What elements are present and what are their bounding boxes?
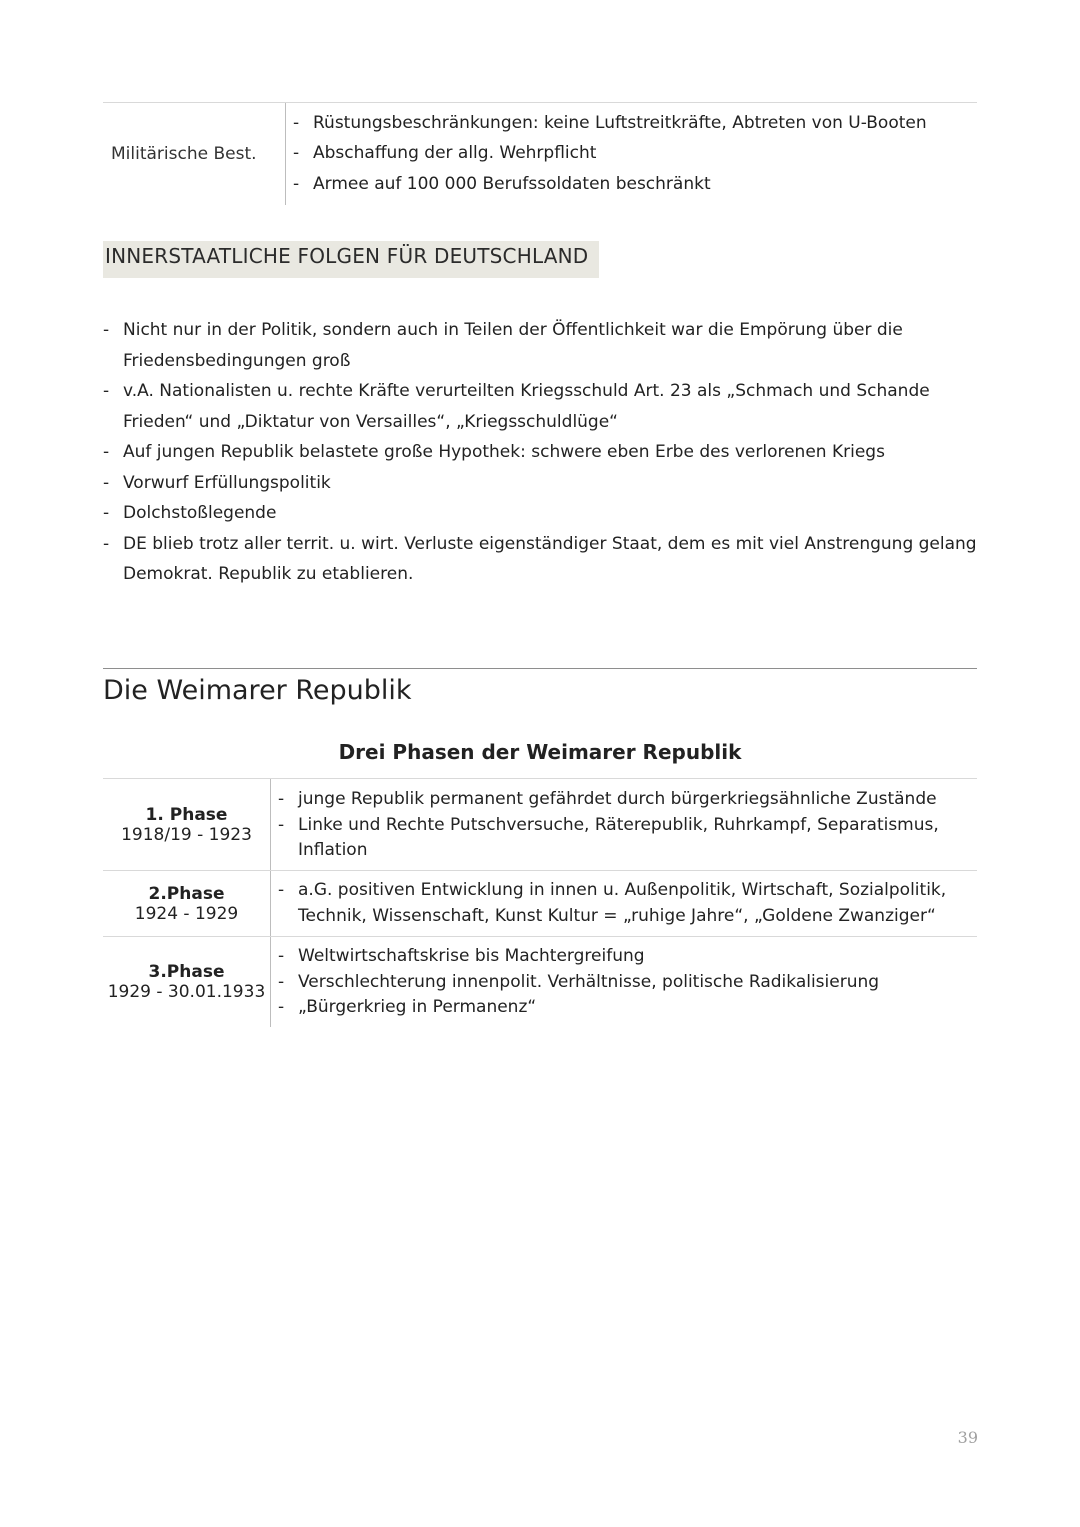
phase-years: 1924 - 1929 bbox=[134, 903, 239, 924]
table-divider bbox=[285, 103, 286, 205]
military-item: - Armee auf 100 000 Berufssoldaten beschränkt bbox=[293, 174, 711, 194]
phase-years: 1929 - 30.01.1933 bbox=[107, 982, 266, 1002]
phase-item: - junge Republik permanent gefährdet durch bürgerkriegsähnliche Zustände bbox=[278, 789, 937, 809]
table-row bbox=[103, 937, 977, 1027]
military-provisions-table bbox=[103, 102, 977, 205]
list-item: - Auf jungen Republik belastete große Hypothek: schwere eben Erbe des verlorenen Kriegs bbox=[103, 442, 885, 462]
phase-item: - Weltwirtschaftskrise bis Machtergreifung bbox=[278, 946, 645, 966]
section-heading: INNERSTAATLICHE FOLGEN FÜR DEUTSCHLAND bbox=[103, 241, 599, 278]
table-divider bbox=[270, 871, 271, 936]
table-caption: Drei Phasen der Weimarer Republik bbox=[338, 740, 742, 764]
list-item: - Dolchstoßlegende bbox=[103, 503, 277, 523]
list-item: - Vorwurf Erfüllungspolitik bbox=[103, 472, 331, 493]
list-item: - DE blieb trotz aller territ. u. wirt. Verluste eigenständiger Staat, dem es mit viel Anstrengung gelang Demokrat. Republik zu etablieren. bbox=[103, 533, 977, 584]
chapter-title: Die Weimarer Republik bbox=[103, 675, 412, 706]
military-item: - Abschaffung der allg. Wehrpflicht bbox=[293, 143, 597, 163]
phase-details bbox=[278, 944, 968, 1021]
phase-name: 2.Phase bbox=[148, 883, 225, 904]
phase-item: - „Bürgerkrieg in Permanenz“ bbox=[278, 997, 537, 1017]
table-divider bbox=[270, 779, 271, 870]
table-row bbox=[103, 779, 977, 871]
table-divider bbox=[270, 937, 271, 1027]
phase-item: - a.G. positiven Entwicklung in innen u. Außenpolitik, Wirtschaft, Sozialpolitik, Technik, Wissenschaft, Kunst Kultur = „ruhige Jahre“, „Goldene Zwanziger“ bbox=[278, 880, 947, 926]
list-item: - Nicht nur in der Politik, sondern auch in Teilen der Öffentlichkeit war die Empörung über die Friedensbedingungen groß bbox=[103, 320, 903, 371]
phase-label-cell bbox=[103, 937, 270, 1027]
military-item: - Rüstungsbeschränkungen: keine Luftstreitkräfte, Abtreten von U-Booten bbox=[293, 113, 927, 133]
page-number: 39 bbox=[957, 1428, 978, 1447]
phase-details bbox=[278, 787, 968, 864]
list-item: - v.A. Nationalisten u. rechte Kräfte verurteilten Kriegsschuld Art. 23 als „Schmach und Schande Frieden“ und „Diktatur von Versailles“, „Kriegsschuldlüge“ bbox=[103, 381, 930, 432]
consequences-list bbox=[103, 315, 983, 590]
phase-name: 1. Phase bbox=[145, 804, 228, 825]
phase-name: 3.Phase bbox=[148, 962, 225, 982]
phase-label-cell bbox=[103, 779, 270, 870]
phase-item: - Linke und Rechte Putschversuche, Räterepublik, Ruhrkampf, Separatismus, Inflation bbox=[278, 814, 939, 860]
military-label: Militärische Best. bbox=[111, 144, 257, 164]
section-rule bbox=[103, 668, 977, 669]
phase-details bbox=[278, 878, 968, 929]
table-row bbox=[103, 871, 977, 937]
phases-table bbox=[103, 778, 977, 1027]
phase-label-cell bbox=[103, 871, 270, 936]
phase-item: - Verschlechterung innenpolit. Verhältnisse, politische Radikalisierung bbox=[278, 971, 880, 992]
phase-years: 1918/19 - 1923 bbox=[121, 824, 252, 845]
